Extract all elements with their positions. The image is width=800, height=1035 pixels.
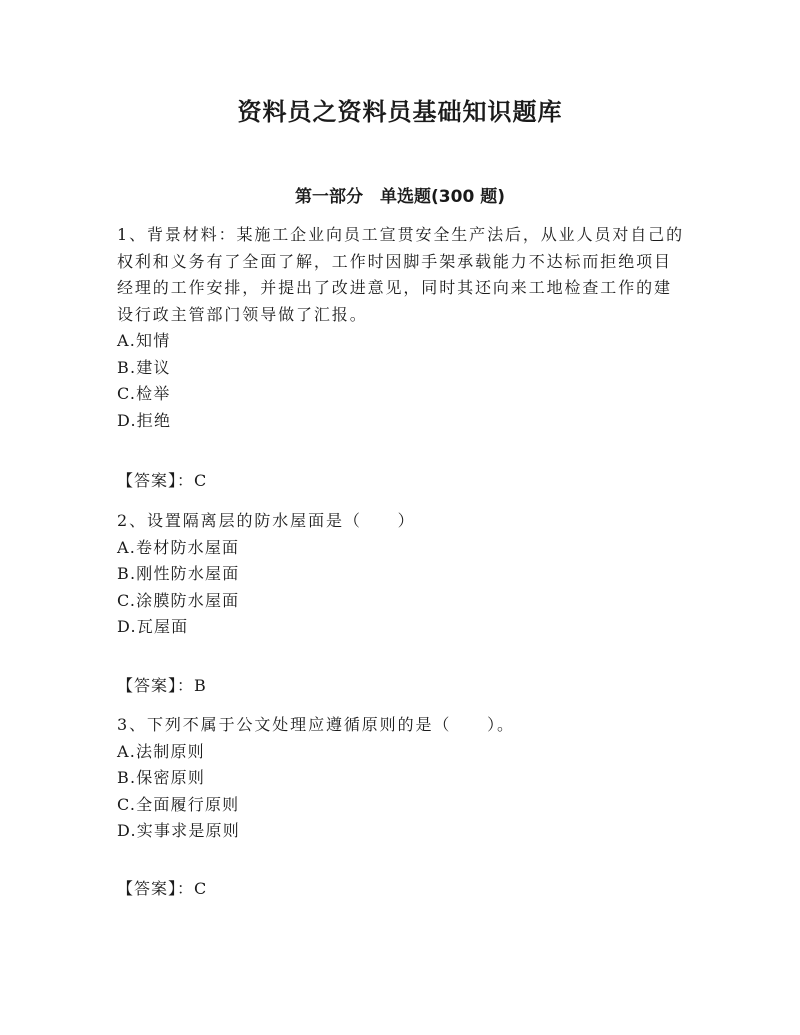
question-3 [117, 712, 687, 845]
question-2 [117, 508, 687, 641]
answer-text: 【答案】：C [117, 879, 208, 898]
option-d: D.瓦屋面 [117, 617, 189, 636]
answer-text: 【答案】：C [117, 471, 208, 490]
document-title: 资料员之资料员基础知识题库 [237, 98, 563, 126]
answer-3 [117, 876, 687, 902]
question-stem: 2、设置隔离层的防水屋面是（ ） [117, 511, 416, 530]
question-stem: 1、背景材料：某施工企业向员工宣贯安全生产法后，从业人员对自己的权利和义务有了全面了解，工作时因脚手架承载能力不达标而拒绝项目经理的工作安排，并提出了改进意见，同时其还向来工地检查工作的建设行政主管部门领导做了汇报。 [117, 225, 684, 324]
option-c: C.全面履行原则 [117, 794, 240, 814]
section-title: 第一部分 单选题(300 题) [295, 187, 505, 207]
option-c: C.涂膜防水屋面 [117, 590, 240, 610]
option-a: A.卷材防水屋面 [117, 537, 240, 557]
option-d: D.实事求是原则 [117, 821, 240, 840]
option-b: B.保密原则 [117, 768, 206, 787]
option-c: C.检举 [117, 384, 171, 403]
question-stem: 3、下列不属于公文处理应遵循原则的是（ ）。 [117, 715, 515, 734]
answer-2 [117, 673, 687, 699]
answer-1 [117, 468, 687, 494]
option-d: D.拒绝 [117, 410, 172, 430]
option-a: A.法制原则 [117, 741, 205, 761]
answer-text: 【答案】：B [117, 676, 207, 695]
question-1 [117, 222, 687, 434]
option-a: A.知情 [117, 331, 171, 350]
option-b: B.建议 [117, 357, 171, 377]
option-b: B.刚性防水屋面 [117, 564, 240, 583]
